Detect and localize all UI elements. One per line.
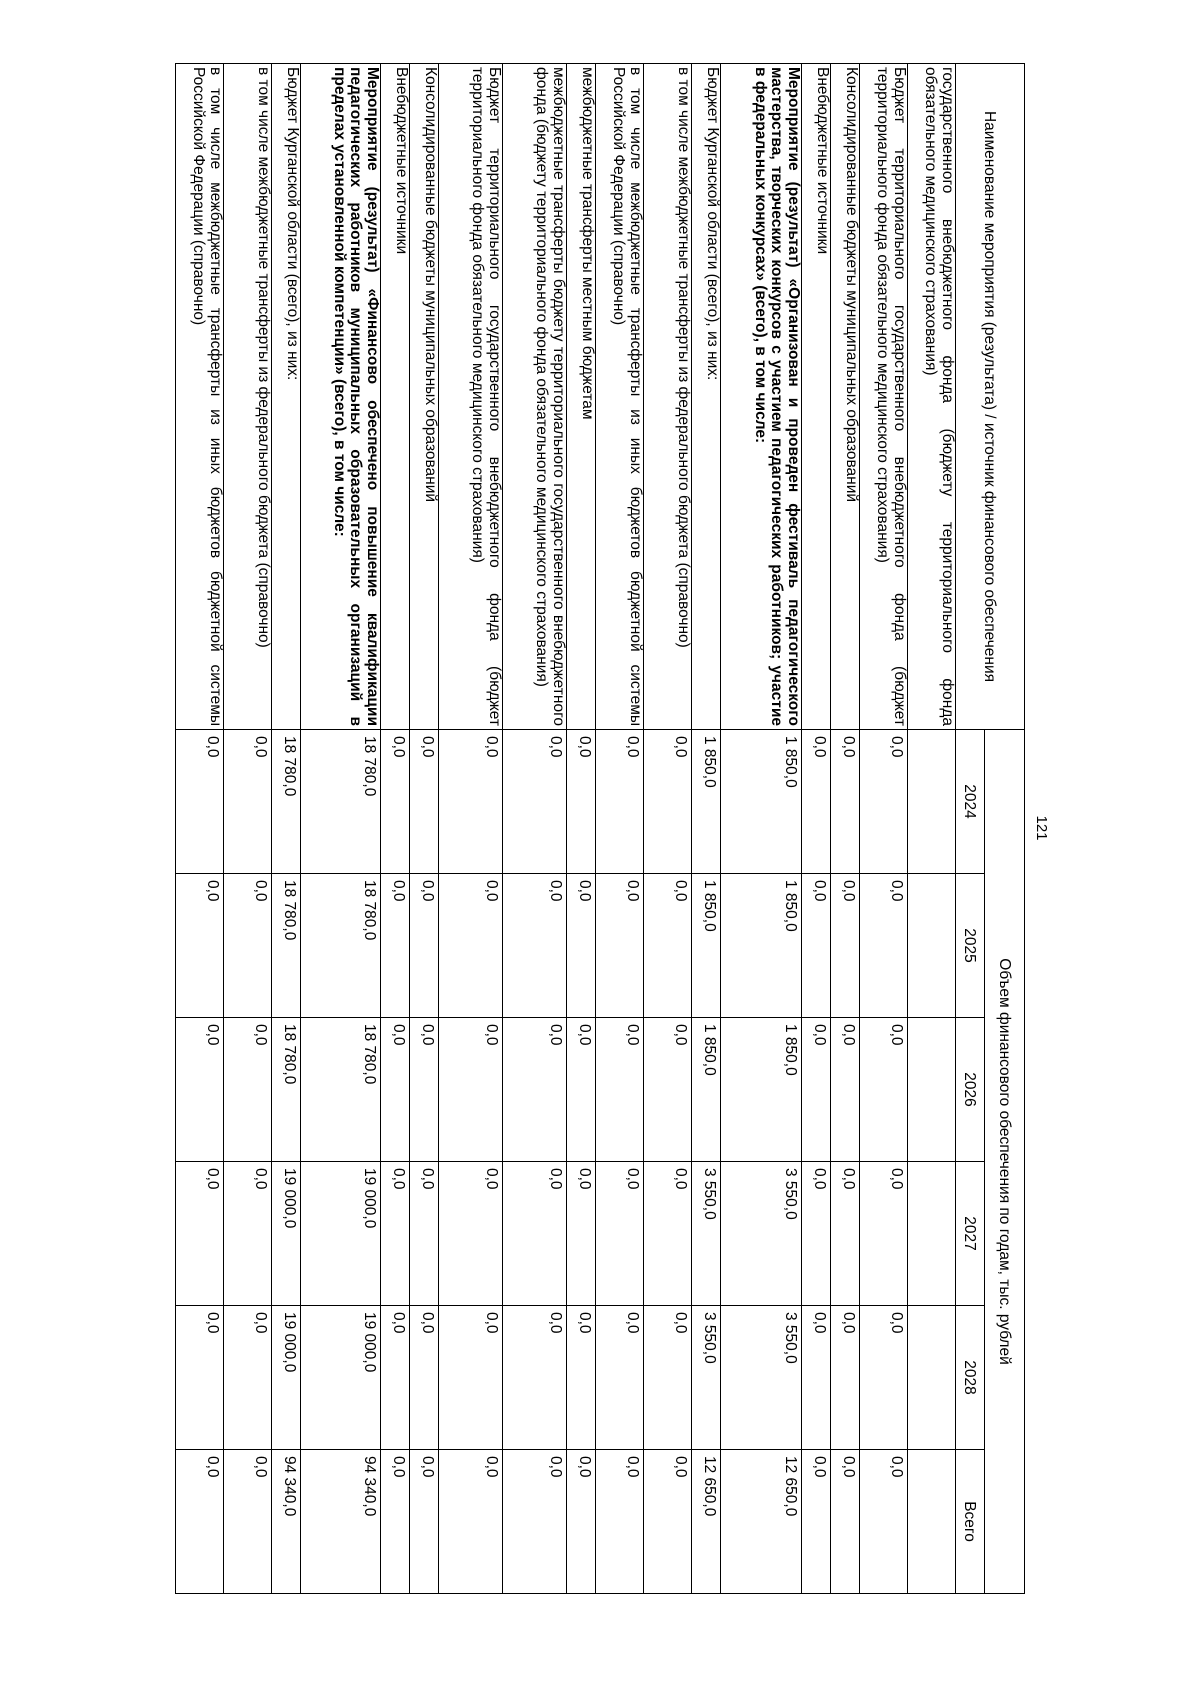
row-label: в том числе межбюджетные трансферты из иных бюджетов бюджетной системы Российской Федерации (справочно) (596, 64, 644, 730)
value-cell: 0,0 (224, 1162, 272, 1306)
value-cell: 0,0 (503, 730, 567, 874)
value-cell: 0,0 (644, 1162, 692, 1306)
total-cell: 94 340,0 (272, 1450, 301, 1594)
value-cell: 0,0 (410, 1162, 439, 1306)
row-label: Внебюджетные источники (381, 64, 410, 730)
rotated-page (141, 63, 1062, 1593)
total-cell (908, 1450, 956, 1594)
value-cell: 0,0 (176, 1018, 224, 1162)
value-cell: 0,0 (802, 730, 831, 874)
value-cell: 18 780,0 (301, 730, 381, 874)
value-cell: 18 780,0 (272, 730, 301, 874)
value-cell: 19 000,0 (301, 1306, 381, 1450)
table-row (176, 64, 224, 1594)
year-header: 2027 (956, 1162, 985, 1306)
value-cell: 0,0 (381, 1306, 410, 1450)
value-cell: 0,0 (644, 1306, 692, 1450)
total-cell: 0,0 (439, 1450, 503, 1594)
total-cell: 12 650,0 (692, 1450, 721, 1594)
row-label: Бюджет территориального государственного внебюджетного фонда (бюджет территориального фонда обязательного медицинского страхования) (860, 64, 908, 730)
value-cell: 0,0 (439, 730, 503, 874)
total-cell: 94 340,0 (301, 1450, 381, 1594)
value-cell: 0,0 (503, 1162, 567, 1306)
total-cell: 0,0 (860, 1450, 908, 1594)
row-label: Бюджет территориального государственного внебюджетного фонда (бюджет территориального фонда обязательного медицинского страхования) (439, 64, 503, 730)
table-row (439, 64, 503, 1594)
table-row (272, 64, 301, 1594)
name-column-header: Наименование мероприятия (результата) / источник финансового обеспечения (956, 64, 1025, 730)
table-row (503, 64, 567, 1594)
total-cell: 0,0 (644, 1450, 692, 1594)
value-cell: 0,0 (596, 1306, 644, 1450)
value-cell (908, 874, 956, 1018)
value-cell (908, 1162, 956, 1306)
value-cell: 0,0 (381, 1162, 410, 1306)
value-cell: 0,0 (439, 1162, 503, 1306)
value-cell: 0,0 (831, 1162, 860, 1306)
value-cell: 0,0 (439, 1306, 503, 1450)
row-label: межбюджетные трансферты местным бюджетам (567, 64, 596, 730)
total-header: Всего (956, 1450, 985, 1594)
value-cell: 0,0 (860, 874, 908, 1018)
table-row (410, 64, 439, 1594)
total-cell: 0,0 (596, 1450, 644, 1594)
row-label: Бюджет Курганской области (всего), из них: (692, 64, 721, 730)
value-cell: 0,0 (567, 730, 596, 874)
value-cell: 1 850,0 (721, 874, 802, 1018)
total-cell: 12 650,0 (721, 1450, 802, 1594)
value-cell: 0,0 (503, 1306, 567, 1450)
value-cell: 0,0 (224, 1018, 272, 1162)
value-cell: 19 000,0 (272, 1306, 301, 1450)
value-cell: 0,0 (802, 1306, 831, 1450)
value-cell (908, 1018, 956, 1162)
total-cell: 0,0 (503, 1450, 567, 1594)
value-cell: 18 780,0 (301, 1018, 381, 1162)
row-label: межбюджетные трансферты бюджету территориального государственного внебюджетного фонда (бюджету территориального фонда обязательного медицинского страхования) (503, 64, 567, 730)
value-cell: 0,0 (176, 874, 224, 1018)
value-cell: 0,0 (860, 1018, 908, 1162)
year-header: 2028 (956, 1306, 985, 1450)
table-row (692, 64, 721, 1594)
value-cell: 0,0 (860, 730, 908, 874)
table-row (644, 64, 692, 1594)
value-cell: 0,0 (802, 874, 831, 1018)
value-cell: 0,0 (831, 730, 860, 874)
table-row (860, 64, 908, 1594)
activity-row (301, 64, 381, 1594)
value-cell: 0,0 (503, 1018, 567, 1162)
row-label: Мероприятие (результат) «Организован и проведен фестиваль педагогического мастерства, творческих конкурсов с участием педагогических работников; участие в федеральных конкурсах» (всего), в том числе: (721, 64, 802, 730)
row-label: государственного внебюджетного фонда (бюджету территориального фонда обязательного медицинского страхования) (908, 64, 956, 730)
row-label: Внебюджетные источники (802, 64, 831, 730)
value-cell (908, 730, 956, 874)
row-label: в том числе межбюджетные трансферты из федерального бюджета (справочно) (644, 64, 692, 730)
value-cell: 19 000,0 (272, 1162, 301, 1306)
value-cell: 0,0 (802, 1162, 831, 1306)
value-cell: 0,0 (644, 874, 692, 1018)
value-cell: 0,0 (596, 1018, 644, 1162)
value-cell: 0,0 (596, 874, 644, 1018)
value-cell: 0,0 (439, 874, 503, 1018)
value-cell: 0,0 (567, 1162, 596, 1306)
value-cell: 0,0 (802, 1018, 831, 1162)
activity-row (721, 64, 802, 1594)
table-row (908, 64, 956, 1594)
value-cell: 0,0 (503, 874, 567, 1018)
value-cell: 0,0 (410, 1018, 439, 1162)
value-cell: 0,0 (224, 730, 272, 874)
value-cell: 0,0 (410, 1306, 439, 1450)
value-cell: 0,0 (439, 1018, 503, 1162)
value-cell: 0,0 (567, 1306, 596, 1450)
total-cell: 0,0 (224, 1450, 272, 1594)
value-cell: 0,0 (224, 874, 272, 1018)
value-cell: 0,0 (567, 1018, 596, 1162)
row-label: Мероприятие (результат) «Финансово обеспечено повышение квалификации педагогических работников муниципальных образовательных организаций в пределах установленной компетенции» (всего), в том числе: (301, 64, 381, 730)
value-cell: 18 780,0 (272, 874, 301, 1018)
value-cell: 0,0 (596, 1162, 644, 1306)
row-label: в том числе межбюджетные трансферты из федерального бюджета (справочно) (224, 64, 272, 730)
value-cell: 1 850,0 (692, 730, 721, 874)
value-cell: 1 850,0 (721, 1018, 802, 1162)
value-cell: 3 550,0 (692, 1306, 721, 1450)
value-cell: 0,0 (176, 1162, 224, 1306)
value-cell: 0,0 (644, 730, 692, 874)
total-cell: 0,0 (410, 1450, 439, 1594)
total-cell: 0,0 (802, 1450, 831, 1594)
table-row (567, 64, 596, 1594)
value-cell: 3 550,0 (721, 1162, 802, 1306)
value-cell: 0,0 (410, 730, 439, 874)
table-row (381, 64, 410, 1594)
value-cell: 0,0 (831, 1306, 860, 1450)
total-cell: 0,0 (831, 1450, 860, 1594)
value-cell: 19 000,0 (301, 1162, 381, 1306)
value-cell: 0,0 (860, 1162, 908, 1306)
value-cell: 0,0 (596, 730, 644, 874)
value-cell: 0,0 (381, 730, 410, 874)
value-cell: 0,0 (381, 1018, 410, 1162)
value-cell: 0,0 (224, 1306, 272, 1450)
value-cell: 3 550,0 (721, 1306, 802, 1450)
year-header: 2024 (956, 730, 985, 874)
year-header: 2026 (956, 1018, 985, 1162)
table-row (224, 64, 272, 1594)
value-cell: 0,0 (176, 1306, 224, 1450)
value-cell: 18 780,0 (301, 874, 381, 1018)
volume-caption: Объем финансового обеспечения по годам, тыс. рублей (985, 730, 1025, 1594)
row-label: Консолидированные бюджеты муниципальных образований (410, 64, 439, 730)
row-label: в том числе межбюджетные трансферты из иных бюджетов бюджетной системы Российской Федерации (справочно) (176, 64, 224, 730)
value-cell (908, 1306, 956, 1450)
value-cell: 0,0 (831, 1018, 860, 1162)
value-cell: 1 850,0 (692, 1018, 721, 1162)
value-cell: 0,0 (176, 730, 224, 874)
table-row (831, 64, 860, 1594)
page-number: 121 (1033, 815, 1050, 841)
financing-table (175, 63, 1025, 1594)
value-cell: 1 850,0 (721, 730, 802, 874)
value-cell: 0,0 (860, 1306, 908, 1450)
value-cell: 0,0 (410, 874, 439, 1018)
row-label: Консолидированные бюджеты муниципальных образований (831, 64, 860, 730)
value-cell: 0,0 (567, 874, 596, 1018)
row-label: Бюджет Курганской области (всего), из них: (272, 64, 301, 730)
value-cell: 1 850,0 (692, 874, 721, 1018)
value-cell: 18 780,0 (272, 1018, 301, 1162)
total-cell: 0,0 (381, 1450, 410, 1594)
table-row (802, 64, 831, 1594)
value-cell: 0,0 (644, 1018, 692, 1162)
table-row (596, 64, 644, 1594)
total-cell: 0,0 (176, 1450, 224, 1594)
value-cell: 3 550,0 (692, 1162, 721, 1306)
value-cell: 0,0 (831, 874, 860, 1018)
total-cell: 0,0 (567, 1450, 596, 1594)
value-cell: 0,0 (381, 874, 410, 1018)
year-header: 2025 (956, 874, 985, 1018)
